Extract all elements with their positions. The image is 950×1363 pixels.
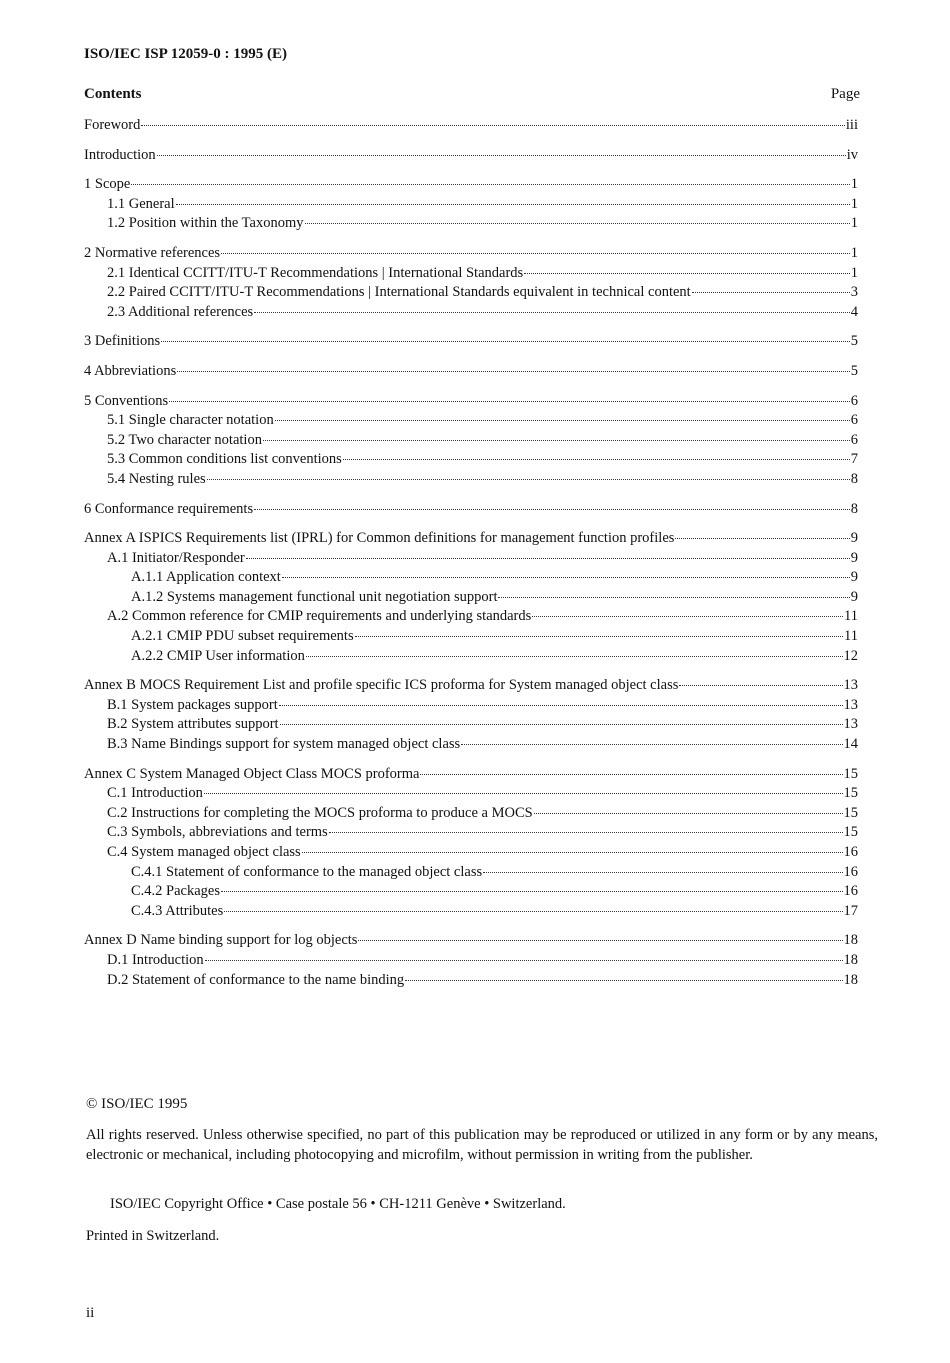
toc-entry [84, 146, 858, 166]
dot-leader [302, 848, 843, 853]
toc-entry [84, 971, 858, 991]
toc-entry [84, 863, 858, 883]
toc-entry [84, 500, 858, 520]
toc-entry [84, 450, 858, 470]
toc-entry-page: 5 [850, 362, 858, 379]
toc-entry-label: A.1.2 Systems management functional unit negotiation support [131, 588, 498, 605]
toc-entry-page: 4 [850, 303, 858, 320]
toc-entry-label: C.2 Instructions for completing the MOCS proforma to produce a MOCS [107, 804, 533, 821]
toc-entry [84, 735, 858, 755]
toc-entry-label: 1.1 General [107, 195, 175, 212]
toc-entry [84, 116, 858, 136]
toc-entry-page: 3 [850, 284, 858, 301]
toc-entry-label: A.1.1 Application context [131, 569, 281, 586]
toc-entry-page: 9 [850, 549, 858, 566]
toc-entry-page: 17 [843, 902, 858, 919]
toc-entry-label: A.2.1 CMIP PDU subset requirements [131, 628, 354, 645]
document-header: ISO/IEC ISP 12059-0 : 1995 (E) [84, 46, 287, 62]
dot-leader [405, 976, 842, 981]
copyright-notice: © ISO/IEC 1995 [86, 1096, 188, 1112]
toc-entry [84, 931, 858, 951]
dot-leader [532, 612, 843, 617]
toc-entry-label: 6 Conformance requirements [84, 500, 254, 517]
dot-leader [176, 200, 850, 205]
dot-leader [221, 887, 843, 892]
toc-entry-label: 1.2 Position within the Taxonomy [107, 215, 304, 232]
dot-leader [534, 809, 843, 814]
toc-entry-label: 3 Definitions [84, 333, 161, 350]
toc-entry-page: 8 [850, 500, 858, 517]
toc-entry [84, 303, 858, 323]
toc-entry [84, 882, 858, 902]
toc-entry-label: 4 Abbreviations [84, 362, 177, 379]
toc-entry [84, 283, 858, 303]
toc-entry-page: 11 [844, 608, 858, 625]
toc-entry-page: 5 [850, 333, 858, 350]
toc-entry-page: 14 [843, 736, 858, 753]
toc-entry-page: 13 [843, 696, 858, 713]
dot-leader [358, 936, 842, 941]
toc-entry-page: 18 [843, 932, 858, 949]
dot-leader [420, 770, 842, 775]
toc-entry-page: 15 [843, 824, 858, 841]
toc-entry [84, 214, 858, 234]
dot-leader [204, 789, 843, 794]
toc-entry [84, 765, 858, 785]
contents-title: Contents [84, 86, 142, 102]
dot-leader [498, 593, 849, 598]
dot-leader [254, 308, 850, 313]
toc-entry [84, 715, 858, 735]
dot-leader [169, 397, 850, 402]
dot-leader [329, 828, 843, 833]
toc-entry [84, 627, 858, 647]
toc-entry-label: 2.1 Identical CCITT/ITU-T Recommendations | International Standards [107, 264, 524, 281]
toc-entry-label: C.4.3 Attributes [131, 902, 224, 919]
dot-leader [461, 740, 842, 745]
toc-entry-label: 2.2 Paired CCITT/ITU-T Recommendations | International Standards equivalent in technical content [107, 284, 691, 301]
toc-entry-label: A.1 Initiator/Responder [107, 549, 245, 566]
toc-entry-label: 1 Scope [84, 176, 131, 193]
toc-entry [84, 588, 858, 608]
dot-leader [131, 180, 849, 185]
dot-leader [692, 288, 850, 293]
toc-entry-page: 9 [850, 588, 858, 605]
toc-entry [84, 362, 858, 382]
toc-entry [84, 244, 858, 264]
toc-entry [84, 195, 858, 215]
dot-leader [355, 632, 843, 637]
toc-entry-page: 8 [850, 470, 858, 487]
toc-entry-page: 9 [850, 530, 858, 547]
toc-entry-label: Annex B MOCS Requirement List and profile specific ICS proforma for System managed object class [84, 677, 679, 694]
dot-leader [254, 505, 850, 510]
toc-entry-page: 6 [850, 392, 858, 409]
toc-entry [84, 549, 858, 569]
toc-entry-page: 15 [843, 765, 858, 782]
dot-leader [524, 269, 850, 274]
toc-entry [84, 568, 858, 588]
toc-entry-page: 16 [843, 883, 858, 900]
toc-entry-label: C.3 Symbols, abbreviations and terms [107, 824, 328, 841]
toc-entry [84, 784, 858, 804]
dot-leader [161, 337, 850, 342]
toc-entry-page: 1 [850, 215, 858, 232]
toc-entry-label: B.1 System packages support [107, 696, 278, 713]
toc-entry-label: B.2 System attributes support [107, 716, 279, 733]
toc-entry [84, 804, 858, 824]
toc-entry [84, 431, 858, 451]
toc-entry-page: 18 [843, 971, 858, 988]
toc-entry-label: C.4.1 Statement of conformance to the managed object class [131, 863, 483, 880]
toc-entry-page: iv [846, 146, 858, 163]
toc-entry-label: D.1 Introduction [107, 951, 204, 968]
toc-entry-page: 16 [843, 844, 858, 860]
dot-leader [275, 416, 850, 421]
toc-entry-page: 1 [850, 195, 858, 212]
page-column-label: Page [830, 86, 860, 102]
dot-leader [483, 868, 842, 873]
toc-entry [84, 951, 858, 971]
toc-entry [84, 696, 858, 716]
toc-entry [84, 470, 858, 490]
toc-entry-page: 11 [844, 628, 858, 645]
table-of-contents [84, 116, 858, 990]
toc-entry-page: 1 [850, 244, 858, 261]
dot-leader [343, 455, 850, 460]
toc-entry [84, 392, 858, 412]
dot-leader [177, 367, 850, 372]
toc-entry [84, 529, 858, 549]
dot-leader [141, 121, 845, 126]
toc-entry-label: Annex C System Managed Object Class MOCS proforma [84, 765, 420, 782]
toc-entry-page: 6 [850, 431, 858, 448]
toc-entry-page: 9 [850, 569, 858, 586]
rights-statement: All rights reserved. Unless otherwise specified, no part of this publication may be reproduced or utilized in any form or by any means, electronic or mechanical, including photocopying and microfilm, without permission in writing from the publisher. [86, 1127, 878, 1163]
toc-entry [84, 823, 858, 843]
toc-entry-label: C.4.2 Packages [131, 883, 220, 900]
toc-entry-page: 1 [850, 264, 858, 281]
toc-entry-page: 6 [850, 412, 858, 429]
toc-entry-label: Annex D Name binding support for log objects [84, 932, 358, 949]
dot-leader [263, 436, 850, 441]
toc-entry-label: 2 Normative references [84, 244, 221, 261]
dot-leader [157, 151, 846, 156]
toc-entry-label: A.2 Common reference for CMIP requirements and underlying standards [107, 608, 532, 625]
dot-leader [221, 249, 850, 254]
toc-entry [84, 332, 858, 352]
toc-entry-label: 5.1 Single character notation [107, 412, 274, 429]
toc-entry-label: 5.4 Nesting rules [107, 470, 206, 487]
dot-leader [246, 554, 850, 559]
dot-leader [205, 956, 843, 961]
toc-entry-label: 2.3 Additional references [107, 303, 254, 320]
toc-entry-page: 16 [843, 863, 858, 880]
toc-entry-page: 15 [843, 804, 858, 821]
toc-entry-page: 18 [843, 951, 858, 968]
toc-entry [84, 647, 858, 667]
dot-leader [679, 681, 842, 686]
toc-entry [84, 676, 858, 696]
dot-leader [306, 652, 843, 657]
dot-leader [675, 534, 849, 539]
toc-entry [84, 264, 858, 284]
toc-entry-page: 13 [843, 677, 858, 694]
toc-entry-label: C.1 Introduction [107, 785, 203, 802]
copyright-office-address: ISO/IEC Copyright Office • Case postale 56 • CH-1211 Genève • Switzerland. [110, 1196, 566, 1212]
toc-entry-label: 5 Conventions [84, 392, 169, 409]
toc-entry-page: 1 [850, 176, 858, 193]
toc-entry-page: 15 [843, 785, 858, 802]
toc-entry [84, 411, 858, 431]
dot-leader [224, 907, 842, 912]
toc-entry [84, 175, 858, 195]
toc-entry-label: A.2.2 CMIP User information [131, 647, 305, 664]
toc-entry-label: 5.2 Two character notation [107, 431, 262, 448]
toc-entry-page: iii [845, 117, 858, 133]
toc-entry-label: C.4 System managed object class [107, 844, 301, 860]
dot-leader [282, 573, 850, 578]
toc-entry [84, 902, 858, 922]
toc-entry-label: D.2 Statement of conformance to the name binding [107, 971, 405, 988]
page-number: ii [86, 1305, 95, 1321]
toc-entry-label: 5.3 Common conditions list conventions [107, 451, 342, 468]
toc-entry [84, 607, 858, 627]
dot-leader [280, 720, 843, 725]
toc-entry [84, 843, 858, 863]
toc-entry-label: Introduction [84, 146, 156, 163]
dot-leader [207, 475, 850, 480]
toc-entry-label: B.3 Name Bindings support for system managed object class [107, 736, 461, 753]
dot-leader [305, 219, 850, 224]
toc-entry-page: 13 [843, 716, 858, 733]
dot-leader [279, 701, 843, 706]
toc-entry-label: Foreword [84, 117, 141, 133]
toc-entry-label: Annex A ISPICS Requirements list (IPRL) for Common definitions for management function profiles [84, 530, 675, 547]
contents-heading-row [84, 86, 860, 103]
toc-entry-page: 12 [843, 647, 858, 664]
printed-location: Printed in Switzerland. [86, 1228, 220, 1244]
toc-entry-page: 7 [850, 451, 858, 468]
